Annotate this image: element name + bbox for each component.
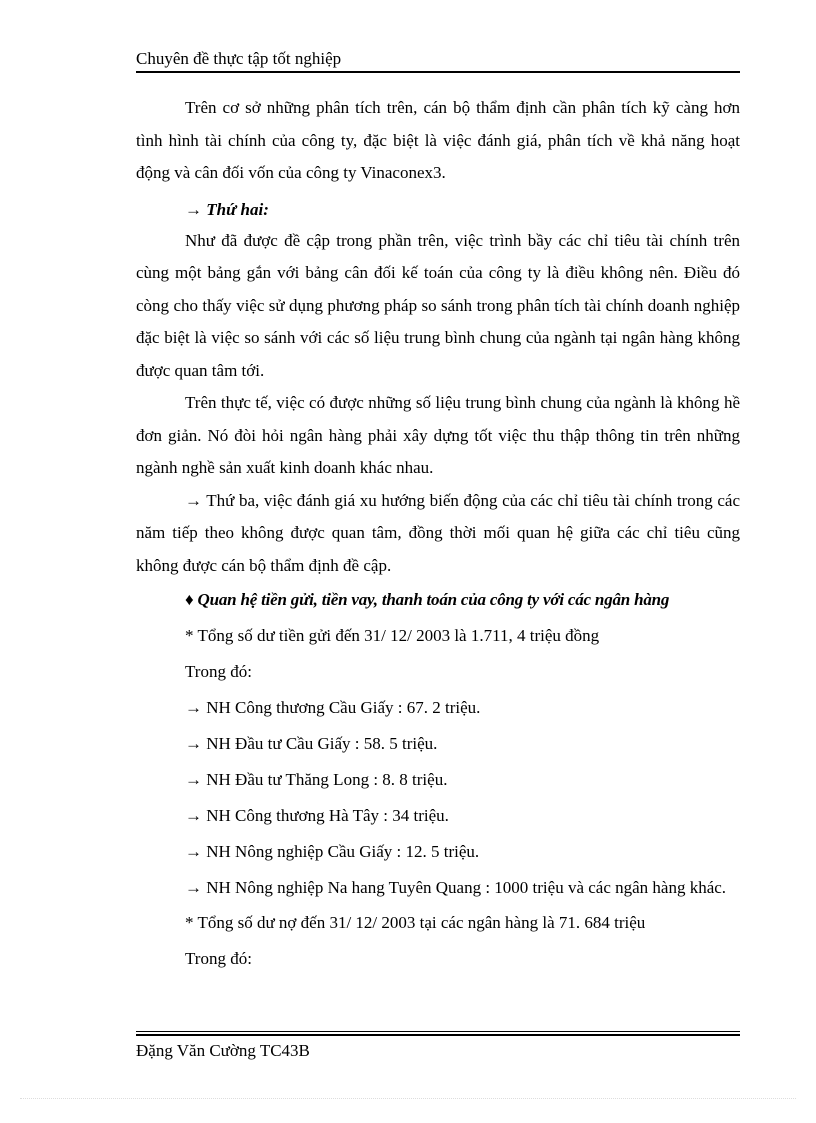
heading-thu-hai: → Thứ hai:	[185, 199, 269, 219]
footer-author: Đặng Văn Cường TC43B	[136, 1041, 310, 1060]
paragraph-1: Trên cơ sở những phân tích trên, cán bộ thẩm định cần phân tích kỹ càng hơn tình hình tài chính của công ty, đặc biệt là việc đánh giá, phân tích về khả năng hoạt động và cân đối vốn của công ty Vinaconex3.	[136, 98, 740, 182]
heading-quan-he: ♦ Quan hệ tiền gửi, tiền vay, thanh toán của công ty với các ngân hàng	[185, 590, 670, 609]
header-title: Chuyên đề thực tập tốt nghiệp	[136, 49, 342, 68]
deposit-item: → NH Đầu tư Thăng Long : 8. 8 triệu.	[185, 770, 448, 789]
footer-divider	[136, 1031, 740, 1036]
paragraph-2: Như đã được đề cập trong phần trên, việc trình bầy các chỉ tiêu tài chính trên cùng một bảng gắn với bảng cân đối kế toán của công ty là điều không nên. Điều đó còng cho thấy việc sử dụng phương pháp so sánh trong phân tích tài chính doanh nghiệp đặc biệt là việc so sánh với các số liệu trung bình chung của ngành tại ngân hàng không được quan tâm tới.	[136, 230, 740, 380]
page-edge-divider	[20, 1098, 796, 1099]
deposit-item: → NH Nông nghiệp Cầu Giấy : 12. 5 triệu.	[185, 842, 480, 861]
page-footer	[136, 1040, 310, 1062]
deposit-item: → NH Đầu tư Cầu Giấy : 58. 5 triệu.	[185, 734, 438, 753]
loan-total: * Tổng số dư nợ đến 31/ 12/ 2003 tại các ngân hàng là 71. 684 triệu	[185, 912, 646, 932]
deposit-item: → NH Công thương Hà Tây : 34 triệu.	[185, 806, 449, 825]
deposit-item-last: → NH Nông nghiệp Na hang Tuyên Quang : 1000 triệu và các ngân hàng khác.	[185, 878, 727, 897]
trong-do-label: Trong đó:	[185, 948, 252, 968]
paragraph-4: → Thứ ba, việc đánh giá xu hướng biến động của các chỉ tiêu tài chính trong các năm tiếp theo không được quan tâm, đồng thời mối quan hệ giữa các chỉ tiêu cũng không được cán bộ thẩm định đề cập.	[136, 490, 740, 575]
page-header	[136, 48, 740, 73]
paragraph-3: Trên thực tế, việc có được những số liệu trung bình chung của ngành là không hề đơn giản. Nó đòi hỏi ngân hàng phải xây dựng tốt việc thu thập thông tin trên những ngành nghề sản xuất kinh doanh khác nhau.	[136, 393, 740, 477]
trong-do-label: Trong đó:	[185, 662, 252, 681]
deposit-item: → NH Công thương Cầu Giấy : 67. 2 triệu.	[185, 698, 481, 717]
deposit-total: * Tổng số dư tiền gửi đến 31/ 12/ 2003 là 1.711, 4 triệu đồng	[185, 626, 600, 645]
page-body	[136, 92, 740, 977]
